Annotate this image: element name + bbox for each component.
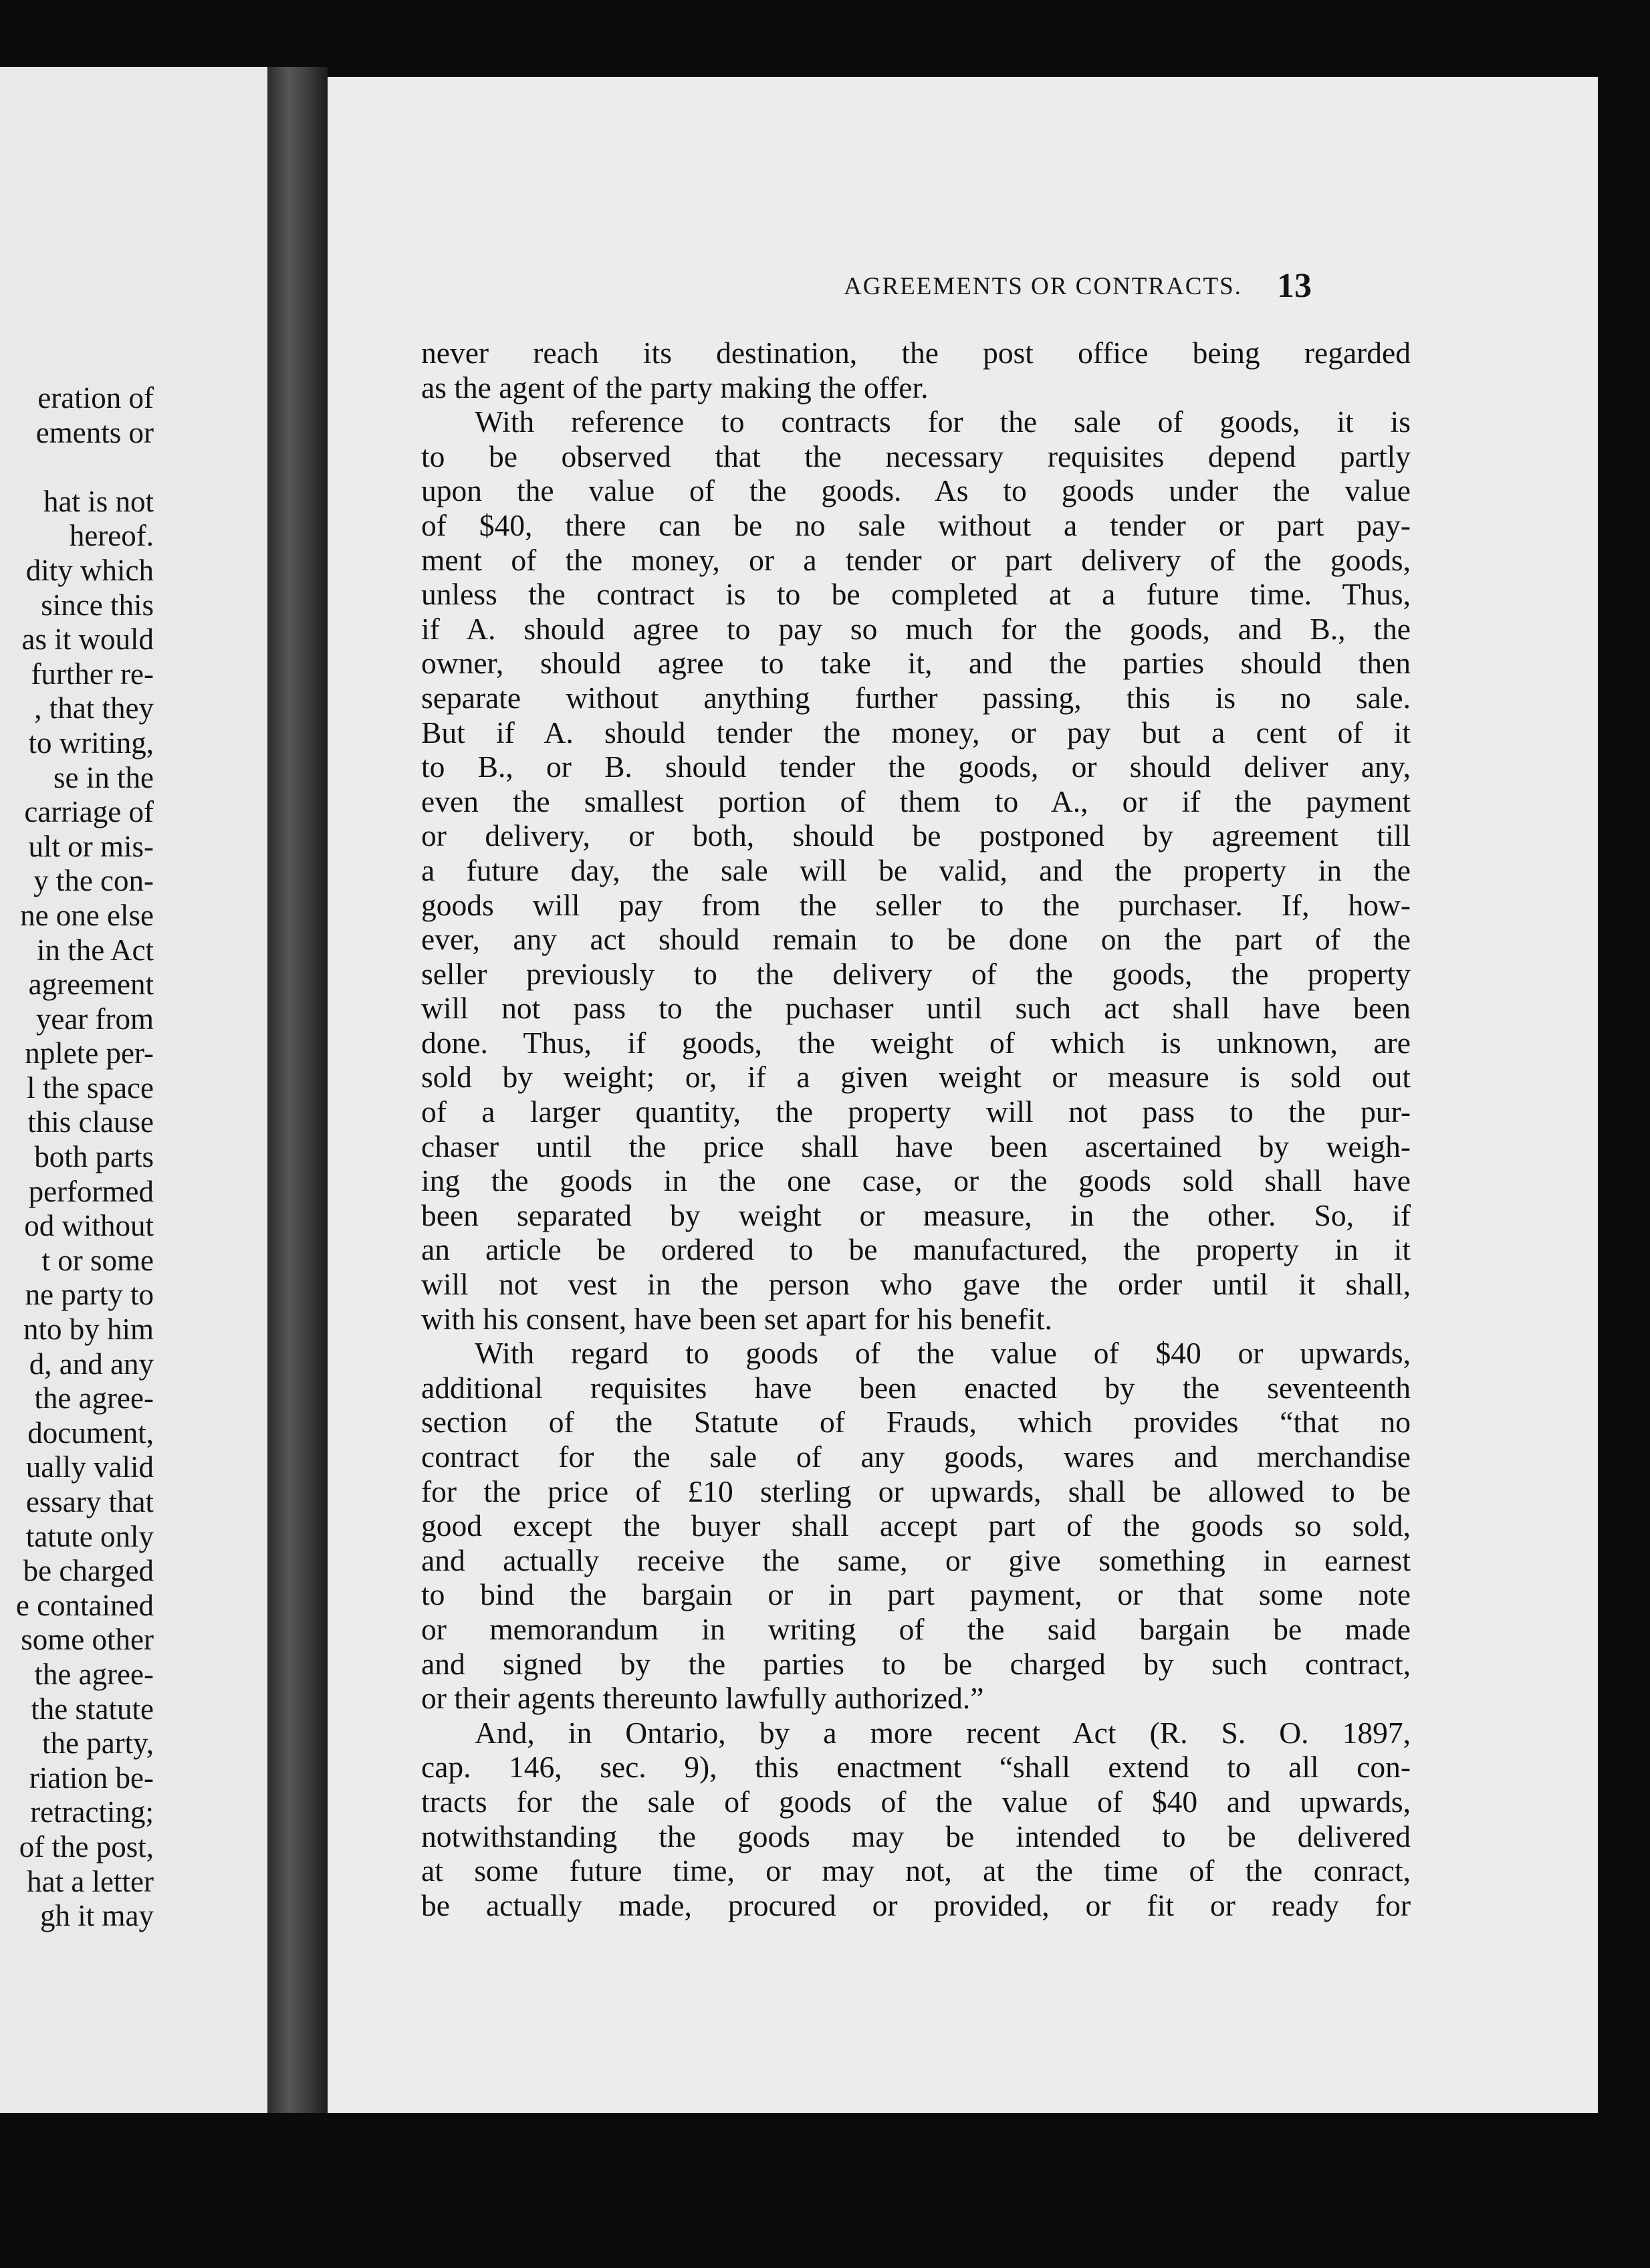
body-text-line: But if A. should tender the money, or pay but a cent of it <box>421 715 1411 750</box>
left-page-line: the agree- <box>34 1381 154 1415</box>
body-text-line: upon the value of the goods. As to goods under the value <box>421 473 1411 508</box>
body-text-line: never reach its destination, the post office being regarded <box>421 336 1411 370</box>
body-text-line: as the agent of the party making the offer. <box>421 370 929 405</box>
left-page-line: y the con- <box>33 864 154 898</box>
left-page-line: the party, <box>41 1726 154 1761</box>
left-page-text-fragments <box>0 381 154 1934</box>
left-page-line: ements or <box>35 415 154 449</box>
body-text-line: owner, should agree to take it, and the parties should then <box>421 646 1411 681</box>
running-head: AGREEMENTS OR CONTRACTS. <box>844 273 1242 300</box>
left-page-line: se in the <box>53 760 154 794</box>
body-text-line: at some future time, or may not, at the time of the conract, <box>421 1853 1411 1888</box>
left-page-line: riation be- <box>29 1761 154 1795</box>
body-text-line: ing the goods in the one case, or the goods sold shall have <box>421 1163 1411 1198</box>
left-page-line: e contained <box>15 1588 154 1622</box>
left-page-line: to writing, <box>28 725 154 760</box>
left-page-line: d, and any <box>29 1347 154 1381</box>
left-page-line: performed <box>28 1174 154 1208</box>
body-text-line: to B., or B. should tender the goods, or should deliver any, <box>421 750 1411 784</box>
left-page-line: be charged <box>23 1554 154 1588</box>
left-page-line: l the space <box>27 1070 154 1105</box>
body-text-line: and signed by the parties to be charged by such contract, <box>421 1646 1411 1681</box>
body-text <box>421 336 1411 1922</box>
left-page-line: essary that <box>25 1485 154 1518</box>
body-text-line: cap. 146, sec. 9), this enactment “shall extend to all con- <box>421 1750 1411 1785</box>
left-page-line: year from <box>35 1002 154 1036</box>
body-text-line: if A. should agree to pay so much for the goods, and B., the <box>421 611 1411 646</box>
left-page-line: ne party to <box>25 1278 154 1312</box>
left-page-line: od without <box>24 1209 154 1243</box>
left-page-line: tatute only <box>25 1519 154 1553</box>
left-page-line: document, <box>27 1415 154 1450</box>
left-page-line: some other <box>21 1623 154 1657</box>
left-page-line: hat a letter <box>27 1864 154 1898</box>
body-text-line: of a larger quantity, the property will not pass to the pur- <box>421 1095 1411 1129</box>
body-text-line: of $40, there can be no sale without a tender or part pay- <box>421 507 1411 542</box>
body-text-line: been separated by weight or measure, in the other. So, if <box>421 1198 1411 1232</box>
body-text-line: be actually made, procured or provided, or fit or ready for <box>421 1888 1411 1922</box>
body-text-line: and actually receive the same, or give something in earnest <box>421 1543 1411 1577</box>
body-text-line: additional requisites have been enacted by the seventeenth <box>421 1370 1411 1405</box>
body-text-line: a future day, the sale will be valid, and the property in the <box>421 853 1411 887</box>
body-text-line: done. Thus, if goods, the weight of which is unknown, are <box>421 1025 1411 1060</box>
body-text-line: or delivery, or both, should be postponed by agreement till <box>421 818 1411 853</box>
body-text-line: sold by weight; or, if a given weight or measure is sold out <box>421 1060 1411 1095</box>
left-page-line: ne one else <box>20 898 154 932</box>
body-text-line: chaser until the price shall have been ascertained by weigh- <box>421 1129 1411 1163</box>
left-page-line: dity which <box>25 553 154 587</box>
body-text-line: separate without anything further passing, this is no sale. <box>421 680 1411 715</box>
body-text-line: will not vest in the person who gave the order until it shall, <box>421 1267 1411 1302</box>
body-text-line: to bind the bargain or in part payment, or that some note <box>421 1577 1411 1612</box>
body-text-line: even the smallest portion of them to A., or if the payment <box>421 784 1411 818</box>
left-page-line: retracting; <box>30 1795 154 1829</box>
left-facing-page <box>0 67 267 2113</box>
body-text-line: goods will pay from the seller to the purchaser. If, how- <box>421 887 1411 922</box>
left-page-line: further re- <box>31 657 154 691</box>
left-page-line: hereof. <box>69 519 154 553</box>
left-page-line: nplete per- <box>25 1036 154 1070</box>
body-text-line: seller previously to the delivery of the goods, the property <box>421 956 1411 991</box>
body-text-line: With reference to contracts for the sale of goods, it is <box>475 405 1411 439</box>
left-page-line: eration of <box>37 381 154 415</box>
body-text-line: section of the Statute of Frauds, which provides “that no <box>421 1405 1411 1440</box>
left-page-line: of the post, <box>19 1829 154 1863</box>
left-page-line: nto by him <box>23 1313 154 1347</box>
left-page-line: ult or mis- <box>28 829 154 863</box>
left-page-line: both parts <box>34 1140 154 1174</box>
left-page-line: carriage of <box>24 795 154 829</box>
right-page <box>328 77 1598 2113</box>
left-page-line: this clause <box>27 1105 154 1139</box>
body-text-line: And, in Ontario, by a more recent Act (R. S. O. 1897, <box>475 1715 1411 1750</box>
left-page-line: , that they <box>34 691 154 725</box>
body-text-line: an article be ordered to be manufactured, the property in it <box>421 1232 1411 1267</box>
body-text-line: with his consent, have been set apart for his benefit. <box>421 1301 1052 1336</box>
left-page-line: the statute <box>31 1692 154 1726</box>
body-text-line: ment of the money, or a tender or part delivery of the goods, <box>421 542 1411 577</box>
left-page-line: the agree- <box>34 1657 154 1691</box>
left-page-line: agreement <box>28 968 154 1002</box>
left-page-line: gh it may <box>40 1899 154 1933</box>
body-text-line: contract for the sale of any goods, wares and merchandise <box>421 1440 1411 1474</box>
left-page-line <box>0 450 154 485</box>
page-number: 13 <box>1277 267 1312 305</box>
left-page-line: since this <box>41 588 154 622</box>
body-text-line: or their agents thereunto lawfully authorized.” <box>421 1681 984 1716</box>
left-page-line: as it would <box>21 622 154 657</box>
body-text-line: unless the contract is to be completed at a future time. Thus, <box>421 577 1411 612</box>
left-page-line: t or some <box>41 1243 154 1277</box>
left-page-line: ually valid <box>25 1450 154 1484</box>
body-text-line: for the price of £10 sterling or upwards, shall be allowed to be <box>421 1474 1411 1508</box>
body-text-line: will not pass to the puchaser until such act shall have been <box>421 991 1411 1026</box>
left-page-line: in the Act <box>37 933 154 967</box>
book-gutter-shadow <box>267 67 328 2113</box>
body-text-line: or memorandum in writing of the said bargain be made <box>421 1611 1411 1646</box>
body-text-line: good except the buyer shall accept part of the goods so sold, <box>421 1508 1411 1543</box>
body-text-line: to be observed that the necessary requisites depend partly <box>421 439 1411 473</box>
body-text-line: With regard to goods of the value of $40 or upwards, <box>475 1336 1411 1371</box>
body-text-line: tracts for the sale of goods of the value of $40 and upwards, <box>421 1784 1411 1819</box>
left-page-line: hat is not <box>43 484 154 518</box>
body-text-line: notwithstanding the goods may be intended to be delivered <box>421 1819 1411 1853</box>
body-text-line: ever, any act should remain to be done on the part of the <box>421 922 1411 957</box>
